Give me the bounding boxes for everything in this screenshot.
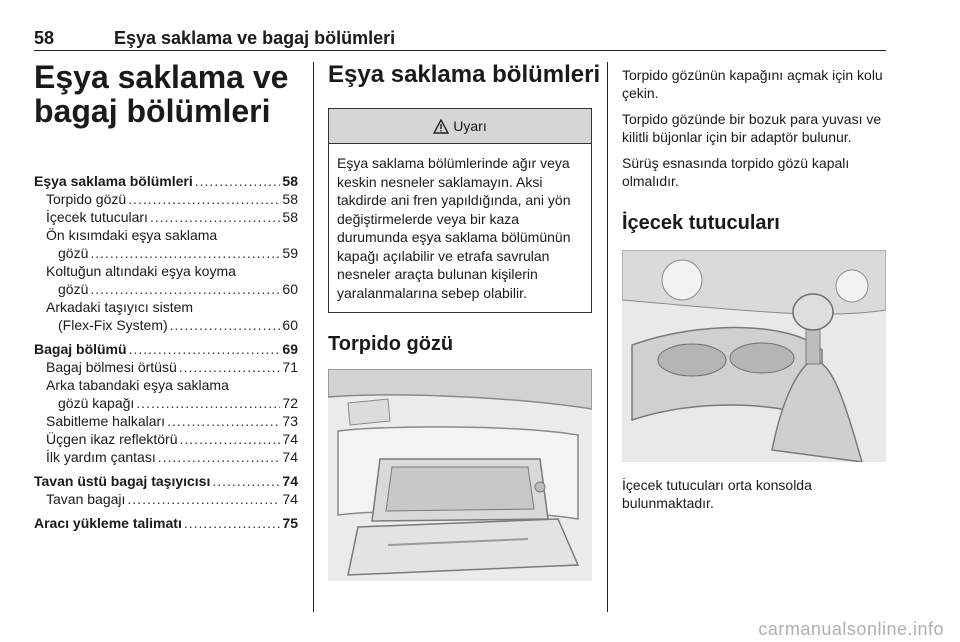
toc-entry-text: Üçgen ikaz reflektörü	[46, 431, 178, 447]
toc-leader-dots	[179, 358, 281, 376]
glovebox-coin-text: Torpido gözünde bir bozuk para yuvası ve kilitli büjonlar için bir adaptör bulunur.	[622, 111, 882, 145]
warning-label: Uyarı	[453, 118, 487, 134]
toc-entry[interactable]	[34, 430, 298, 448]
toc-page-number: 74	[282, 449, 298, 465]
toc-entry-text: (Flex-Fix System)	[58, 317, 168, 333]
toc-entry-text: Sabitleme halkaları	[46, 413, 166, 429]
toc-leader-dots	[128, 190, 280, 208]
toc-entry-text: gözü	[58, 245, 89, 261]
toc-leader-dots	[195, 172, 281, 190]
toc-page-number: 58	[282, 209, 298, 225]
warning-triangle-icon	[433, 119, 449, 134]
toc-entry-text: Bagaj bölmesi örtüsü	[46, 359, 177, 375]
toc-page-number: 73	[282, 413, 298, 429]
toc-entry[interactable]	[34, 280, 298, 298]
toc-entry-text: Tavan bagajı	[46, 491, 126, 507]
toc-page-number: 58	[282, 173, 298, 189]
right-column	[622, 66, 886, 512]
running-title: Eşya saklama ve bagaj bölümleri	[114, 28, 396, 48]
toc-page-number: 69	[282, 341, 298, 357]
toc-leader-dots	[136, 394, 280, 412]
toc-section-entry[interactable]	[34, 340, 298, 358]
toc-leader-dots	[212, 472, 280, 490]
toc-page-number: 58	[282, 191, 298, 207]
chapter-title	[34, 60, 298, 128]
toc-entry[interactable]	[34, 316, 298, 334]
toc-entry[interactable]	[34, 490, 298, 508]
cupholder-title: İçecek tutucuları	[622, 212, 780, 234]
warning-text: Eşya saklama bölümlerinde ağır veya keskin nesneler saklamayın. Aksi takdirde ani fren yapıldığında, ani yön değiştirmelerde veya bir kaza durumunda eşya saklama bölümünün kapağı açılabilir ve etrafa savrulan nesneler araçta bulunan kişilerin yaralanmalarına sebep olabilir.	[337, 155, 571, 301]
toc-entry[interactable]: Arkadaki taşıyıcı sistem	[46, 299, 194, 315]
column-divider	[313, 62, 314, 612]
chapter-column	[34, 60, 298, 532]
cupholder-illustration	[622, 250, 886, 462]
toc-leader-dots	[127, 490, 280, 508]
toc-page-number: 60	[282, 317, 298, 333]
warning-header	[329, 109, 591, 144]
toc-leader-dots	[170, 316, 281, 334]
toc-entry[interactable]	[34, 358, 298, 376]
glovebox-title: Torpido gözü	[328, 333, 454, 355]
toc-leader-dots	[90, 280, 280, 298]
watermark: carmanualsonline.info	[758, 619, 944, 639]
glovebox-drawing	[328, 369, 592, 581]
warning-box	[328, 108, 592, 313]
toc-section-entry[interactable]	[34, 172, 298, 190]
toc-entry-text: Eşya saklama bölümleri	[34, 173, 193, 189]
toc-page-number: 75	[282, 515, 298, 531]
glovebox-illustration	[328, 369, 592, 581]
chapter-title-line2: bagaj bölümleri	[34, 93, 271, 129]
chapter-title-line1: Eşya saklama ve	[34, 59, 289, 95]
toc-leader-dots	[167, 412, 280, 430]
toc-entry-text: İlk yardım çantası	[46, 449, 156, 465]
toc-page-number: 71	[282, 359, 298, 375]
toc-entry-text: Aracı yükleme talimatı	[34, 515, 182, 531]
cupholder-drawing	[622, 250, 886, 462]
toc-section-entry[interactable]	[34, 472, 298, 490]
toc-entry[interactable]	[34, 448, 298, 466]
section-title: Eşya saklama bölümleri	[328, 61, 601, 88]
section-column	[328, 60, 601, 581]
toc-leader-dots	[180, 430, 281, 448]
toc-entry[interactable]	[34, 208, 298, 226]
toc-page-number: 60	[282, 281, 298, 297]
toc-entry[interactable]: Koltuğun altındaki eşya koyma	[46, 263, 236, 279]
toc-page-number: 74	[282, 491, 298, 507]
toc-leader-dots	[129, 340, 281, 358]
toc-page-number: 74	[282, 473, 298, 489]
glovebox-open-text: Torpido gözünün kapağını açmak için kolu çekin.	[622, 67, 883, 101]
column-divider	[607, 62, 608, 612]
page-number: 58	[34, 28, 55, 48]
toc-entry[interactable]	[34, 412, 298, 430]
toc-entry[interactable]	[34, 394, 298, 412]
toc-entry[interactable]: Arka tabandaki eşya saklama	[46, 377, 229, 393]
page-header	[34, 28, 886, 51]
toc-page-number: 72	[282, 395, 298, 411]
toc-entry-text: İçecek tutucuları	[46, 209, 148, 225]
toc-page-number: 59	[282, 245, 298, 261]
toc-entry[interactable]: Ön kısımdaki eşya saklama	[46, 227, 218, 243]
toc-entry[interactable]	[34, 190, 298, 208]
table-of-contents	[34, 172, 298, 532]
toc-section-entry[interactable]	[34, 514, 298, 532]
toc-leader-dots	[90, 244, 280, 262]
toc-entry-text: gözü kapağı	[58, 395, 135, 411]
toc-page-number: 74	[282, 431, 298, 447]
toc-entry[interactable]	[34, 244, 298, 262]
toc-leader-dots	[150, 208, 280, 226]
toc-entry-text: Bagaj bölümü	[34, 341, 127, 357]
cupholder-caption: İçecek tutucuları orta konsolda bulunmaktadır.	[622, 477, 812, 511]
toc-leader-dots	[158, 448, 281, 466]
toc-leader-dots	[184, 514, 281, 532]
toc-entry-text: gözü	[58, 281, 89, 297]
toc-entry-text: Tavan üstü bagaj taşıyıcısı	[34, 473, 211, 489]
toc-entry-text: Torpido gözü	[46, 191, 127, 207]
glovebox-closed-text: Sürüş esnasında torpido gözü kapalı olmalıdır.	[622, 155, 850, 189]
